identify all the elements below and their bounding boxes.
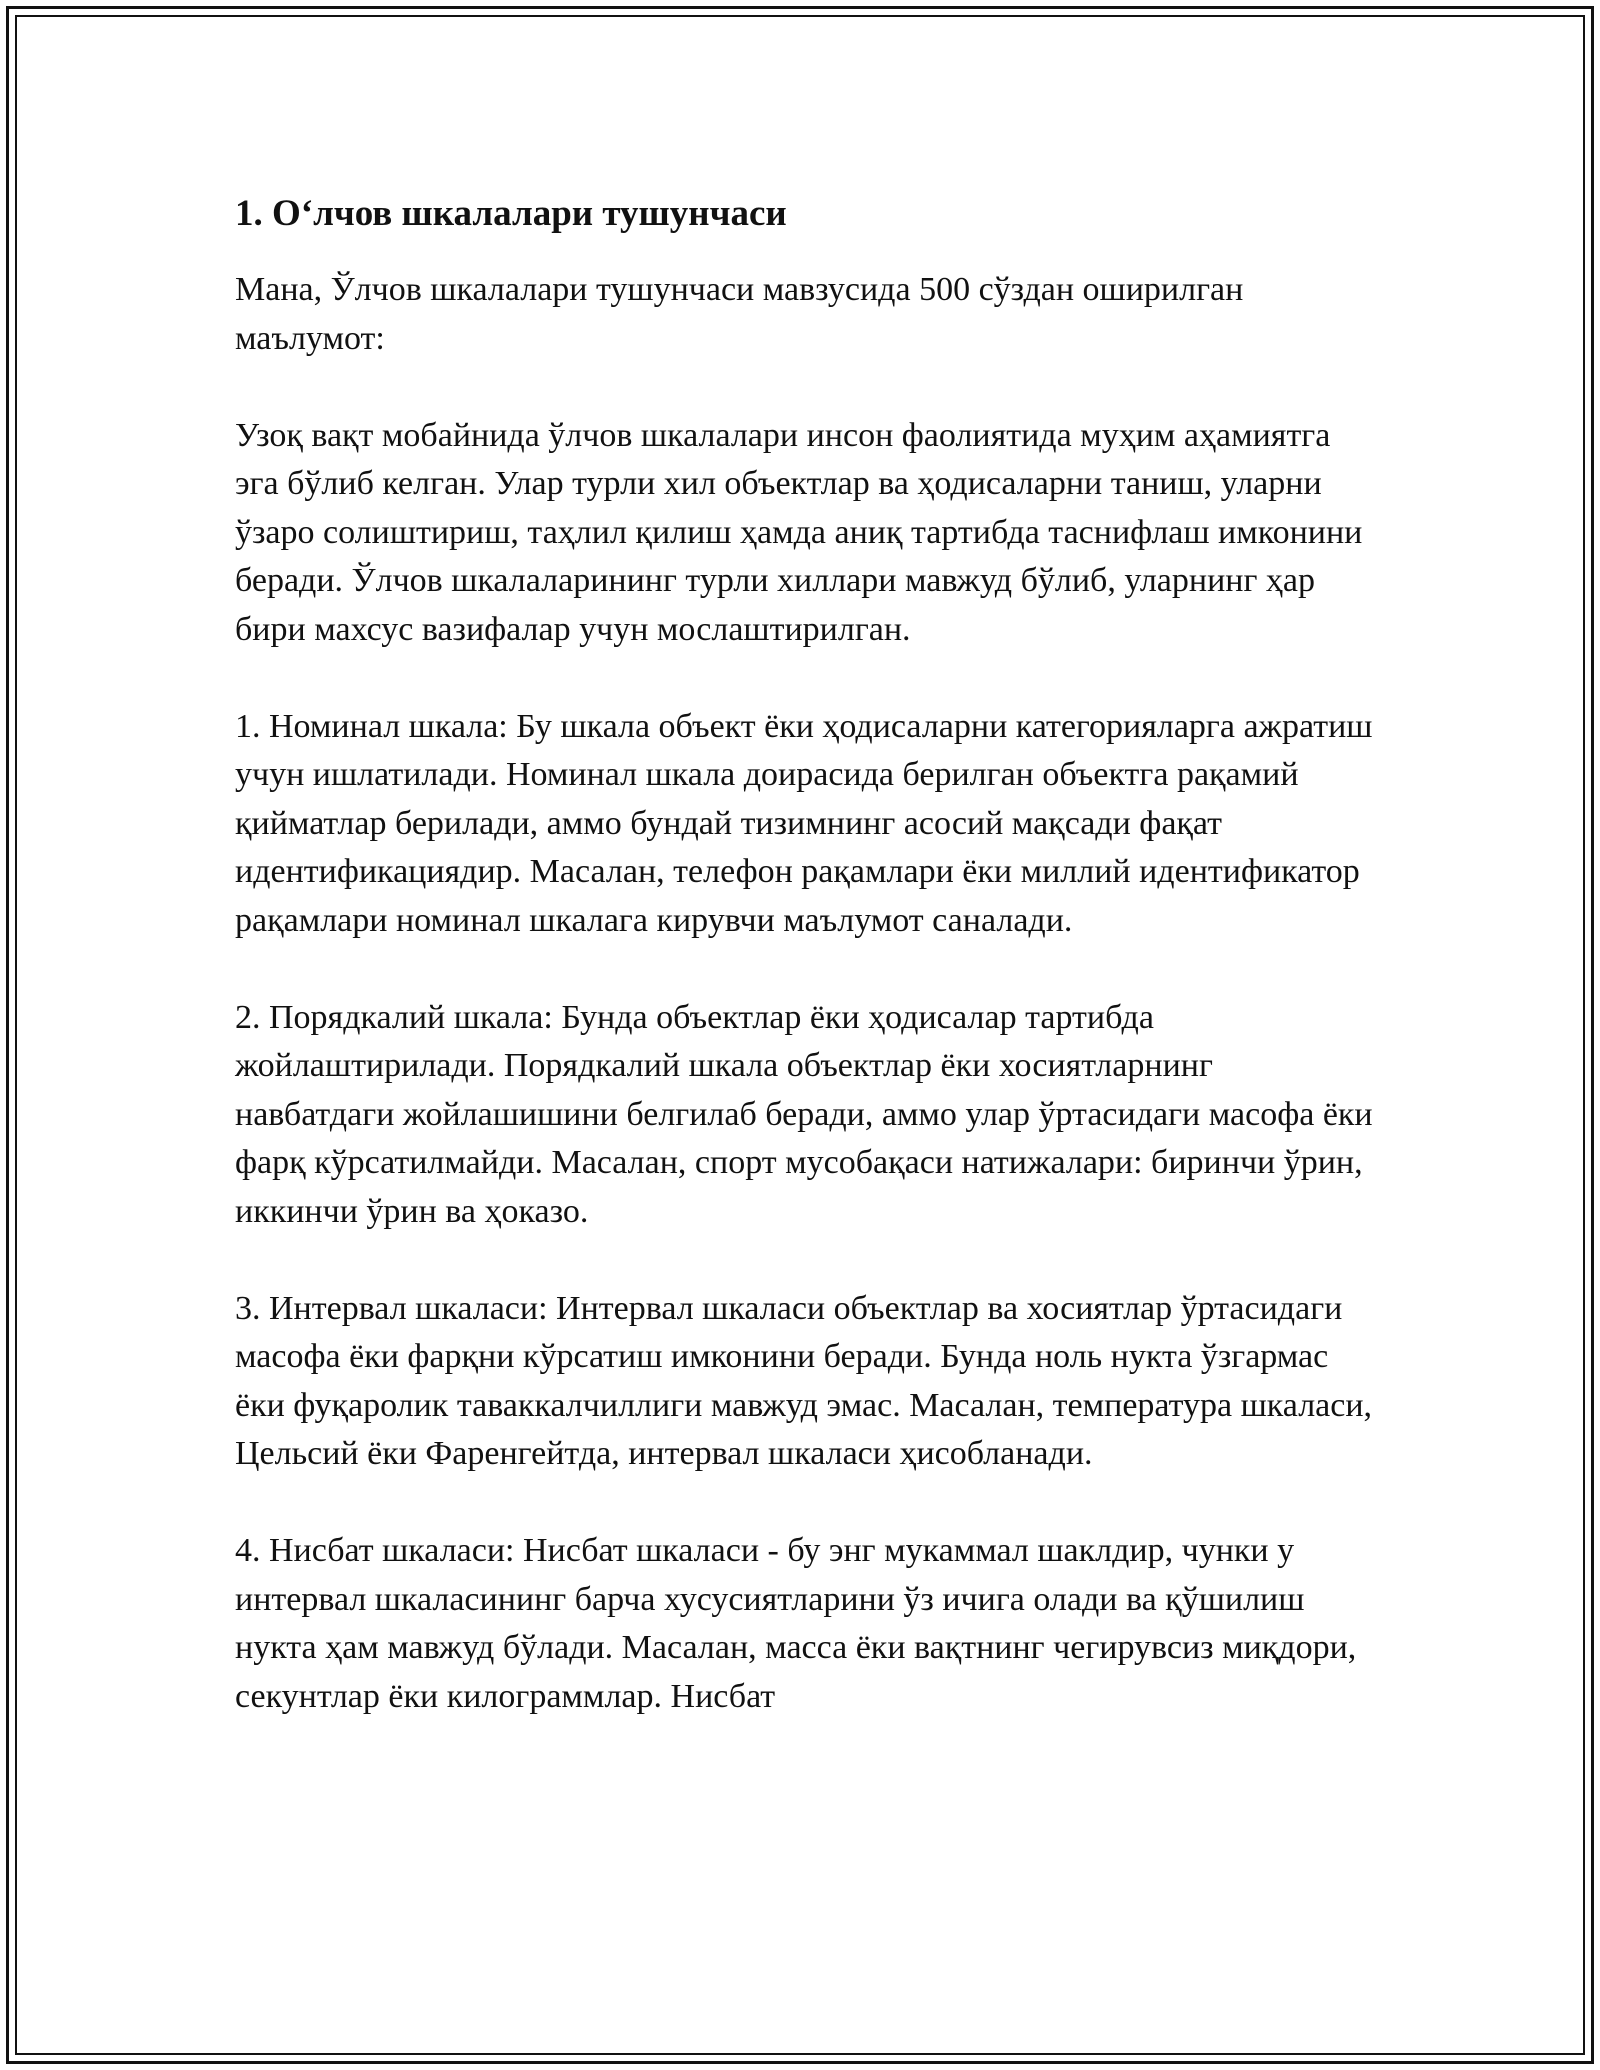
ordinal-scale-paragraph: 2. Порядкалий шкала: Бунда объектлар ёки ҳодисалар тартибда жойлаштирилади. Порядкалий шкала объектлар ёки хосиятларнинг навбатдаги жойлашишини белгилаб беради, аммо улар ўртасидаги масофа ёки фарқ кўрсатилмайди. Масалан, спорт мусобақаси натижалари: биринчи ўрин, иккинчи ўрин ва ҳоказо.: [235, 998, 1373, 1230]
document-body: [235, 188, 1375, 1770]
interval-scale-paragraph: 3. Интервал шкаласи: Интервал шкаласи объектлар ва хосиятлар ўртасидаги масофа ёки фарқни кўрсатиш имконини беради. Бунда ноль нукта ўзгармас ёки фуқаролик таваккалчиллиги мавжуд эмас. Масалан, температура шкаласи, Цельсий ёки Фаренгейтда, интервал шкаласи ҳисобланади.: [235, 1289, 1373, 1472]
overview-paragraph: Узоқ вақт мобайнида ўлчов шкалалари инсон фаолиятида муҳим аҳамиятга эга бўлиб келган. Улар турли хил объектлар ва ҳодисаларни таниш, уларни ўзаро солиштириш, таҳлил қилиш ҳамда аниқ тартибда таснифлаш имконини беради. Ўлчов шкалаларининг турли хиллари мавжуд бўлиб, уларнинг ҳар бири махсус вазифалар учун мослаштирилган.: [235, 416, 1363, 648]
ratio-scale-paragraph: 4. Нисбат шкаласи: Нисбат шкаласи - бу энг мукаммал шаклдир, чунки у интервал шкаласининг барча хусусиятларини ўз ичига олади ва қўшилиш нукта ҳам мавжуд бўлади. Масалан, масса ёки вақтнинг чегирувсиз миқдори, секунтлар ёки килограммлар. Нисбат: [235, 1532, 1357, 1715]
document-heading: 1. Оʻлчов шкалалари тушунчаси: [235, 193, 787, 234]
intro-paragraph: Мана, Ўлчов шкалалари тушунчаси мавзусида 500 сўздан оширилган маълумот:: [235, 271, 1244, 357]
nominal-scale-paragraph: 1. Номинал шкала: Бу шкала объект ёки ҳодисаларни категорияларга ажратиш учун ишлатилади. Номинал шкала доирасида берилган объектга рақамий қийматлар берилади, аммо бундай тизимнинг асосий мақсади фақат идентификациядир. Масалан, телефон рақамлари ёки миллий идентификатор рақамлари номинал шкалага кирувчи маълумот саналади.: [235, 707, 1373, 939]
